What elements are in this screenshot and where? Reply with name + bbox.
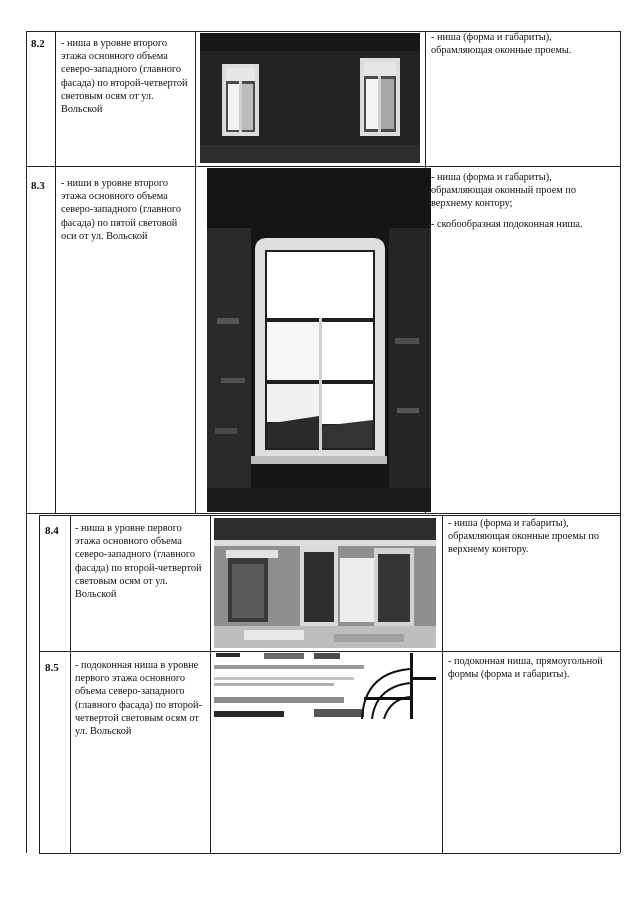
table-border-bottom bbox=[39, 853, 620, 854]
window-niche-photo-icon bbox=[207, 168, 431, 512]
note-item: - скобообразная подоконная ниша. bbox=[431, 218, 583, 230]
photo-8-3 bbox=[207, 168, 431, 512]
note-item: - подоконная ниша, прямоугольной формы (форма и габариты). bbox=[448, 656, 603, 681]
note-item: - ниша (форма и габариты), обрамляющая оконные проемы по верхнему контору. bbox=[448, 518, 600, 556]
row-divider bbox=[26, 513, 620, 514]
row-divider bbox=[26, 166, 620, 167]
row-divider bbox=[39, 515, 620, 516]
column-divider bbox=[70, 515, 71, 853]
row-divider bbox=[39, 651, 620, 652]
row-description: - ниша в уровне второго этажа основного объема северо-западного (главного фасада) по второй-четвертой световым осям от ул. Вольской bbox=[61, 38, 188, 116]
row-description: - подоконная ниша в уровне первого этажа основного объема северо-западного (главного фасада) по второй-четвертой световым осям от ул. Вольской bbox=[75, 660, 202, 738]
photo-8-5 bbox=[214, 653, 436, 719]
table-border-left-lower bbox=[39, 515, 40, 853]
row-number: 8.4 bbox=[45, 525, 59, 537]
row-number: 8.3 bbox=[31, 180, 45, 192]
facade-photo-two-windows-icon bbox=[200, 33, 420, 163]
row-notes bbox=[431, 31, 611, 64]
row-number: 8.5 bbox=[45, 662, 59, 674]
column-divider bbox=[442, 515, 443, 853]
row-notes bbox=[448, 655, 618, 688]
column-divider bbox=[210, 515, 211, 853]
row-number: 8.2 bbox=[31, 38, 45, 50]
row-description: - ниши в уровне второго этажа основного объема северо-западного (главного фасада) по пятой световой оси от ул. Вольской bbox=[61, 178, 182, 242]
sill-niche-grille-photo-icon bbox=[214, 653, 436, 719]
row-notes bbox=[448, 517, 618, 564]
row-description: - ниша в уровне первого этажа основного объема северо-западного (главного фасада) по второй-четвертой световым осям от ул. Вольской bbox=[75, 523, 202, 601]
note-item: - ниша (форма и габариты), обрамляющая оконный проем по верхнему контору; bbox=[431, 172, 577, 210]
ground-floor-facade-photo-icon bbox=[214, 518, 436, 648]
table-border-left bbox=[26, 31, 27, 853]
note-item: - ниша (форма и габариты), обрамляющая оконные проемы. bbox=[431, 32, 572, 57]
column-divider bbox=[195, 31, 196, 513]
column-divider bbox=[55, 31, 56, 513]
photo-8-2 bbox=[200, 33, 420, 163]
table-border-right bbox=[620, 31, 621, 853]
photo-8-4 bbox=[214, 518, 436, 648]
row-notes bbox=[431, 171, 611, 238]
